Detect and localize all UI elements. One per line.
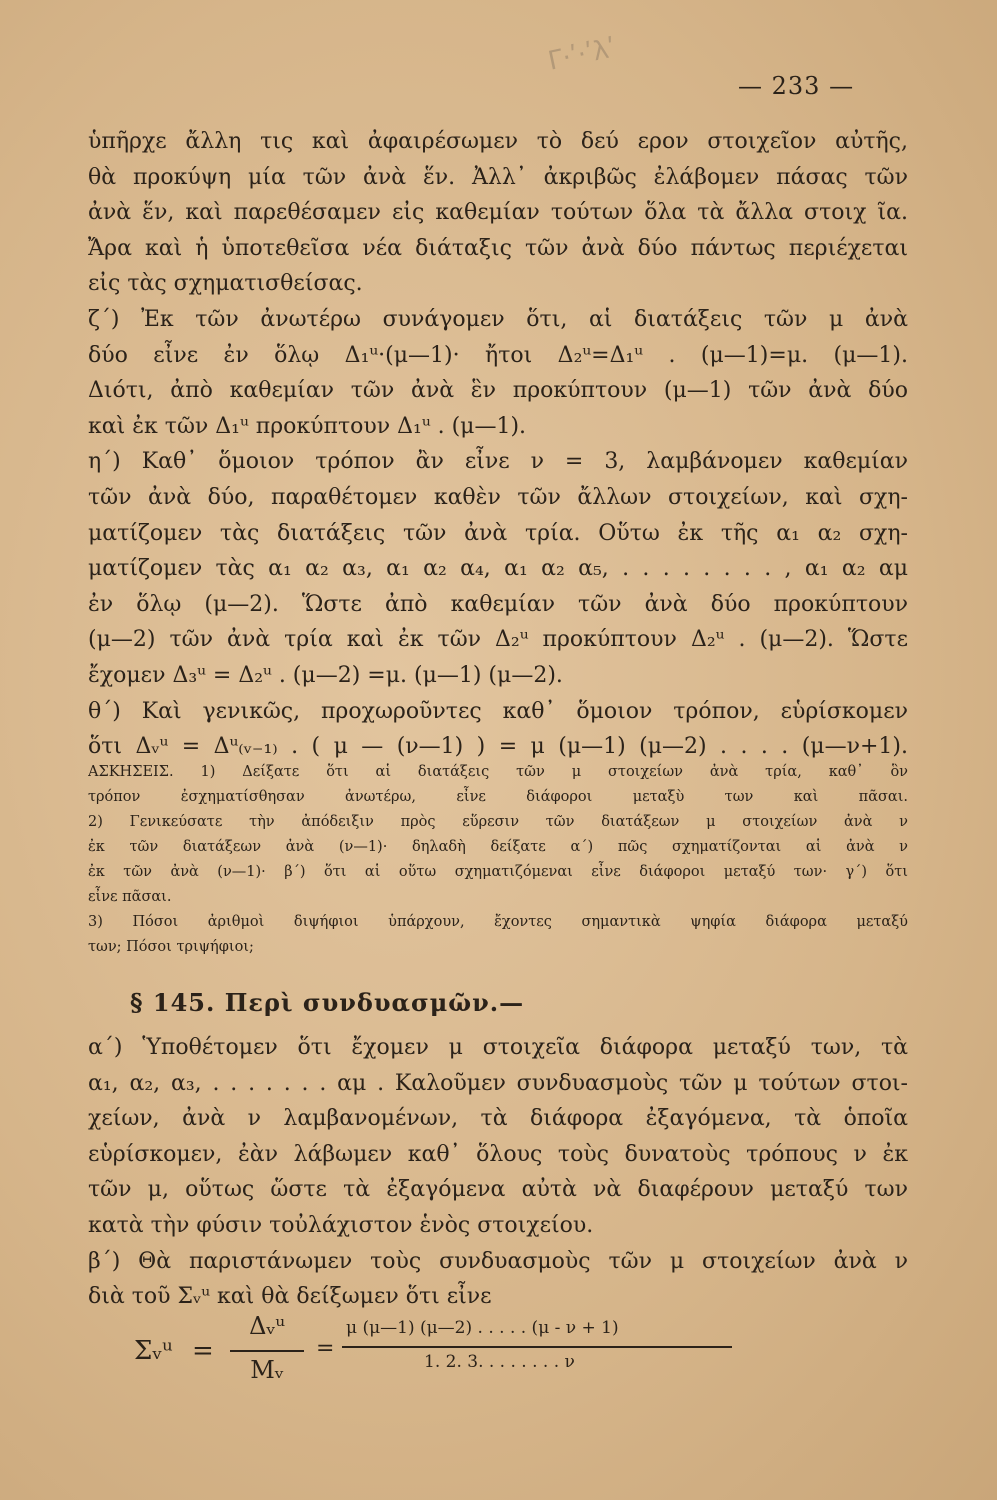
text-line: τῶν μ, οὕτως ὥστε τὰ ἐξαγόμενα αὐτὰ νὰ διαφέρουν μεταξύ των bbox=[88, 1177, 908, 1203]
text-line: ὑπῆρχε ἄλλη τις καὶ ἀφαιρέσωμεν τὸ δεύ ερον στοιχεῖον αὐτῆς, bbox=[88, 129, 908, 154]
formula-fraction2-numerator: μ (μ—1) (μ—2) . . . . . (μ - ν + 1) bbox=[346, 1318, 619, 1338]
text-line: ματίζομεν τὰς διατάξεις τῶν ἀνὰ τρία. Οὕτω ἐκ τῆς α₁ α₂ σχη- bbox=[88, 520, 908, 546]
text-line: α₁, α₂, α₃, . . . . . . . αμ . Καλοῦμεν συνδυασμοὺς τῶν μ τούτων στοι- bbox=[88, 1070, 908, 1096]
text-line: ἐν ὅλῳ (μ—2). Ὥστε ἀπὸ καθεμίαν τῶν ἀνὰ δύο προκύπτουν bbox=[88, 591, 908, 617]
section-heading: § 145. Περὶ συνδυασμῶν.— bbox=[130, 988, 525, 1017]
text-line: εὑρίσκομεν, ἐὰν λάβωμεν καθ᾿ ὅλους τοὺς δυνατοὺς τρόπους ν ἐκ bbox=[88, 1141, 908, 1167]
exercise-line: εἶνε πᾶσαι. bbox=[88, 889, 172, 905]
formula-equals-2: = bbox=[316, 1336, 335, 1361]
text-line: χείων, ἀνὰ ν λαμβανομένων, τὰ διάφορα ἐξαγόμενα, τὰ ὁποῖα bbox=[88, 1106, 908, 1132]
text-line: ματίζομεν τὰς α₁ α₂ α₃, α₁ α₂ α₄, α₁ α₂ α₅, . . . . . . . . , α₁ α₂ αμ bbox=[88, 556, 908, 582]
text-line: τῶν ἀνὰ δύο, παραθέτομεν καθὲν τῶν ἄλλων στοιχείων, καὶ σχη- bbox=[88, 484, 908, 510]
exercises-block bbox=[88, 760, 908, 960]
exercise-line: των; Πόσοι τριψήφιοι; bbox=[88, 939, 254, 955]
exercise-line: 2) Γενικεύσατε τὴν ἀπόδειξιν πρὸς εὕρεσιν τῶν διατάξεων μ στοιχείων ἀνὰ ν bbox=[88, 814, 908, 830]
formula-fraction1-numerator: Δᵥᵘ bbox=[249, 1312, 285, 1340]
formula-fraction1-bar bbox=[230, 1350, 304, 1352]
text-line: θὰ προκύψη μία τῶν ἀνὰ ἕν. Ἀλλ᾿ ἀκριβῶς ἐλάβομεν πάσας τῶν bbox=[88, 164, 908, 190]
formula-fraction1-denominator: Μᵥ bbox=[250, 1356, 284, 1384]
top-text-block bbox=[88, 124, 908, 765]
text-line: κατὰ τὴν φύσιν τοὐλάχιστον ἑνὸς στοιχείου. bbox=[88, 1212, 594, 1238]
text-line: δύο εἶνε ἐν ὅλῳ Δ₁ᵘ·(μ—1)· ἤτοι Δ₂ᵘ=Δ₁ᵘ . (μ—1)=μ. (μ—1). bbox=[88, 342, 908, 368]
exercise-line: 3) Πόσοι ἀριθμοὶ διψήφιοι ὑπάρχουν, ἔχοντες σημαντικὰ ψηφία διάφορα μεταξύ bbox=[88, 914, 908, 930]
exercise-line: τρόπον ἐσχηματίσθησαν ἀνωτέρω, εἶνε διάφοροι μεταξὺ των καὶ πᾶσαι. bbox=[88, 789, 908, 805]
text-line: ζ΄) Ἐκ τῶν ἀνωτέρω συνάγομεν ὅτι, αἱ διατάξεις τῶν μ ἀνὰ bbox=[88, 306, 908, 332]
exercise-line: ἐκ τῶν ἀνὰ (ν—1)· β΄) ὅτι αἱ οὕτω σχηματιζόμεναι εἶνε διάφοροι μεταξύ των· γ΄) ὅτι bbox=[88, 864, 908, 880]
text-line: Διότι, ἀπὸ καθεμίαν τῶν ἀνὰ ἓν προκύπτουν (μ—1) τῶν ἀνὰ δύο bbox=[88, 378, 908, 404]
text-line: ὅτι Δᵥᵘ = Δᵘ₍ᵥ₋₁₎ . ( μ — (ν—1) ) = μ (μ—1) (μ—2) . . . . (μ—ν+1). bbox=[88, 734, 908, 760]
text-line: εἰς τὰς σχηματισθείσας. bbox=[88, 271, 363, 297]
formula-fraction2-bar bbox=[342, 1346, 732, 1348]
text-line: ἀνὰ ἕν, καὶ παρεθέσαμεν εἰς καθεμίαν τούτων ὅλα τὰ ἄλλα στοιχ ῖα. bbox=[88, 200, 908, 226]
bottom-text-block bbox=[88, 1030, 908, 1315]
text-line: (μ—2) τῶν ἀνὰ τρία καὶ ἐκ τῶν Δ₂ᵘ προκύπτουν Δ₂ᵘ . (μ—2). Ὥστε bbox=[88, 627, 908, 653]
formula-lhs: Σᵥᵘ bbox=[134, 1336, 173, 1366]
text-line: διὰ τοῦ Σᵥᵘ καὶ θὰ δείξωμεν ὅτι εἶνε bbox=[88, 1284, 492, 1310]
text-line: α΄) Ὑποθέτομεν ὅτι ἔχομεν μ στοιχεῖα διάφορα μεταξύ των, τὰ bbox=[88, 1035, 908, 1060]
page-number: — 233 — bbox=[738, 72, 855, 100]
pencil-mark: Γ·ʹ·ʹλʹ bbox=[545, 33, 619, 77]
text-line: η΄) Καθ᾿ ὅμοιον τρόπον ἂν εἶνε ν = 3, λαμβάνομεν καθεμίαν bbox=[88, 449, 908, 475]
formula-fraction2-denominator: 1. 2. 3. . . . . . . . ν bbox=[424, 1352, 575, 1372]
text-line: καὶ ἐκ τῶν Δ₁ᵘ προκύπτουν Δ₁ᵘ . (μ—1). bbox=[88, 413, 527, 439]
text-line: β΄) Θὰ παριστάνωμεν τοὺς συνδυασμοὺς τῶν μ στοιχείων ἀνὰ ν bbox=[88, 1248, 908, 1274]
combination-formula bbox=[134, 1312, 754, 1392]
formula-equals: = bbox=[192, 1336, 214, 1366]
exercise-line: ΑΣΚΗΣΕΙΣ. 1) Δείξατε ὅτι αἱ διατάξεις τῶν μ στοιχείων ἀνὰ τρία, καθ᾿ ὃν bbox=[88, 764, 908, 780]
text-line: ἔχομεν Δ₃ᵘ = Δ₂ᵘ . (μ—2) =μ. (μ—1) (μ—2). bbox=[88, 662, 563, 688]
text-line: θ΄) Καὶ γενικῶς, προχωροῦντες καθ᾿ ὅμοιον τρόπον, εὑρίσκομεν bbox=[88, 698, 908, 724]
text-line: Ἄρα καὶ ἡ ὑποτεθεῖσα νέα διάταξις τῶν ἀνὰ δύο πάντως περιέχεται bbox=[88, 235, 908, 261]
exercise-line: ἐκ τῶν διατάξεων ἀνὰ (ν—1)· δηλαδὴ δείξατε α΄) πῶς σχηματίζονται αἱ ἀνὰ ν bbox=[88, 839, 908, 855]
